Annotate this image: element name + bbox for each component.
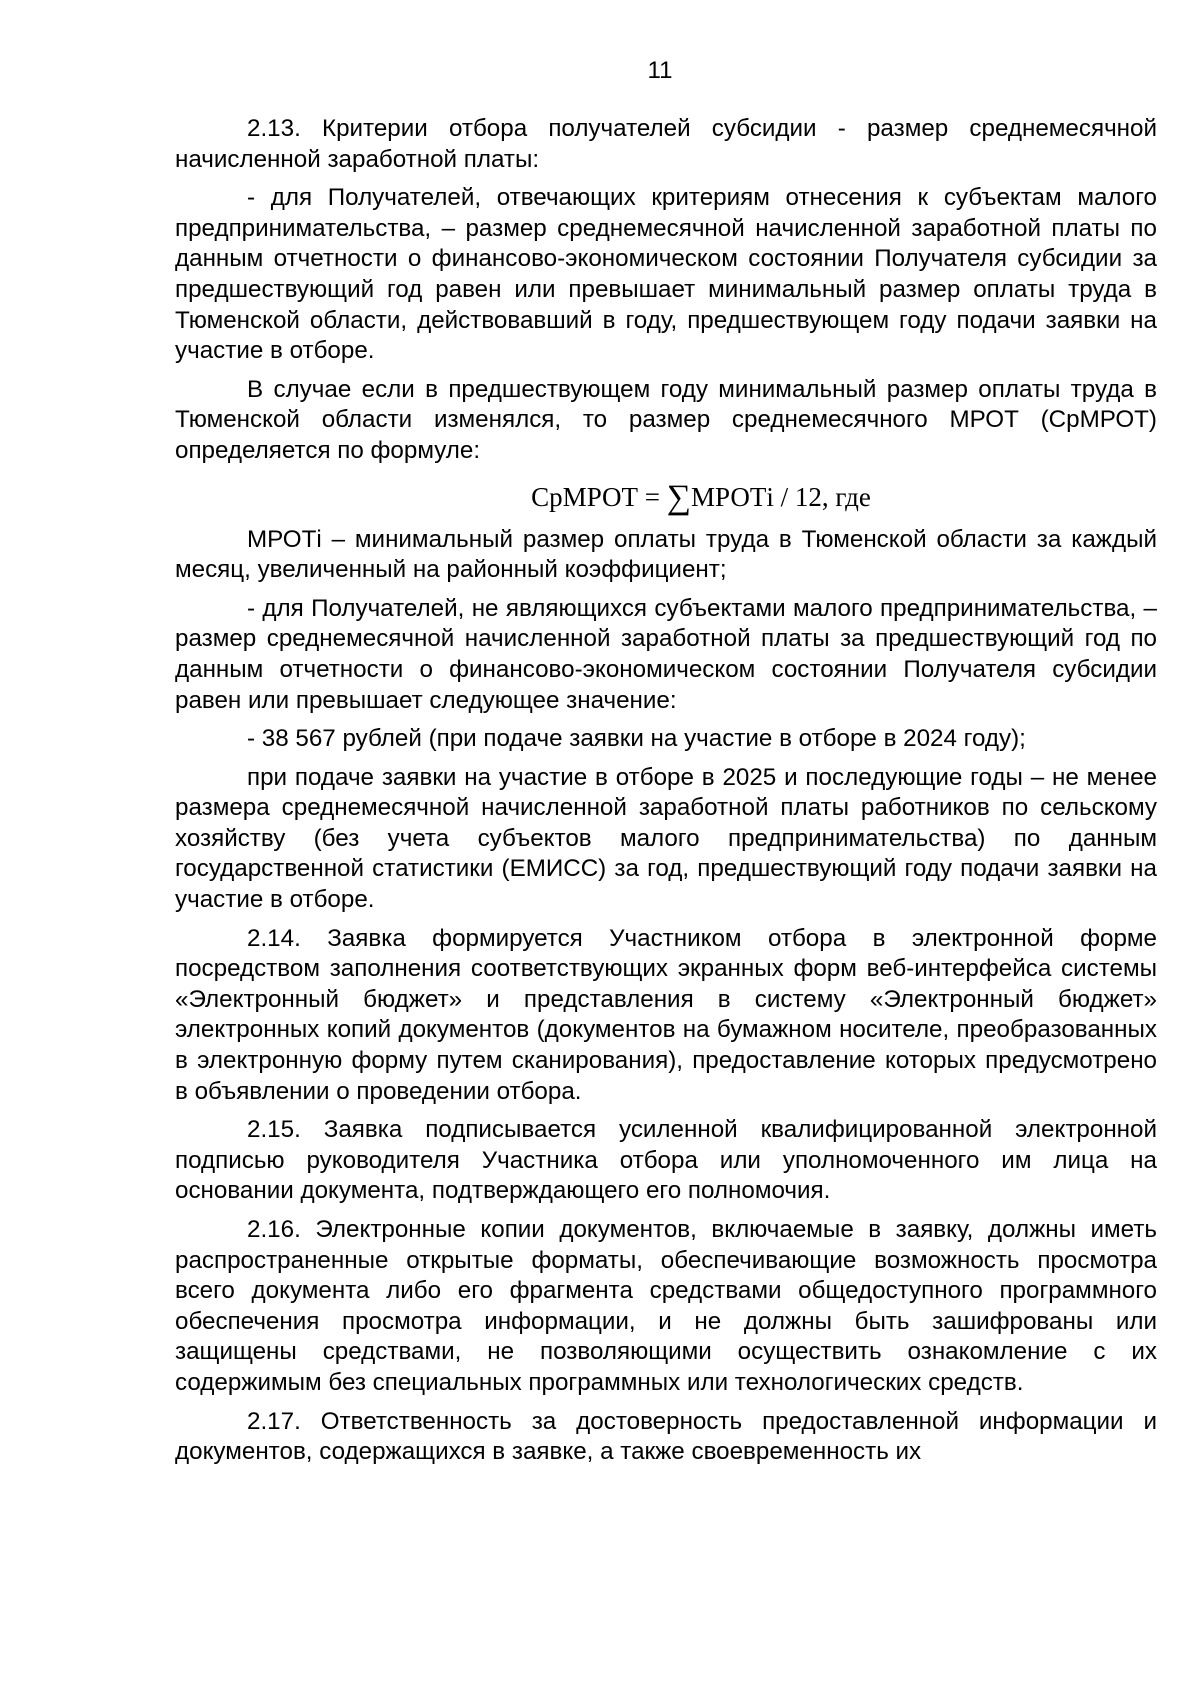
paragraph-mrot-change: В случае если в предшествующем году минимальный размер оплаты труда в Тюменской области изменялся, то размер среднемесячного МРОТ (СрМРОТ) определяется по формуле: bbox=[175, 375, 1157, 464]
formula-suffix: где bbox=[835, 481, 871, 512]
paragraph-2-17: 2.17. Ответственность за достоверность предоставленной информации и документов, содержащихся в заявке, а также своевременность их bbox=[175, 1407, 1157, 1466]
paragraph-2-13: 2.13. Критерии отбора получателей субсидии - размер среднемесячной начисленной заработной платы: bbox=[175, 115, 1157, 173]
paragraph-mroti-definition: МРОТi – минимальный размер оплаты труда в Тюменской области за каждый месяц, увеличенный на районный коэффициент; bbox=[175, 525, 1157, 584]
paragraph-2-14: 2.14. Заявка формируется Участником отбора в электронной форме посредством заполнения соответствующих экранных форм веб-интерфейса системы «Электронный бюджет» и представления в систему «Электронный бюджет» электронных копий документов (документов на бумажном носителе, преобразованных в электронную форму путем сканирования), предоставление которых предусмотрено в объявлении о проведении отбора. bbox=[175, 924, 1157, 1105]
formula-equals: = bbox=[644, 481, 661, 512]
formula bbox=[175, 475, 1157, 519]
paragraph-small-business-criteria: - для Получателей, отвечающих критериям отнесения к субъектам малого предпринимательства, – размер среднемесячной начисленной заработной платы по данным отчетности о финансово-экономическом состоянии Получателя субсидии за предшествующий год равен или превышает минимальный размер оплаты труда в Тюменской области, действовавший в году, предшествующем году подачи заявки на участие в отборе. bbox=[175, 184, 1157, 365]
paragraph-2024-amount: - 38 567 рублей (при подаче заявки на участие в отборе в 2024 году); bbox=[247, 725, 1026, 753]
paragraph-2025-onwards: при подаче заявки на участие в отборе в 2025 и последующие годы – не менее размера среднемесячной начисленной заработной платы работников по сельскому хозяйству (без учета субъектов малого предпринимательства) по данным государственной статистики (ЕМИСС) за год, предшествующий году подачи заявки на участие в отборе. bbox=[175, 763, 1157, 914]
formula-right: МРОТi / 12, bbox=[691, 481, 829, 512]
formula-left: СрМРОТ bbox=[531, 481, 639, 512]
page-number: 11 bbox=[647, 57, 673, 84]
paragraph-2-16: 2.16. Электронные копии документов, включаемые в заявку, должны иметь распространенные открытые форматы, обеспечивающие возможность просмотра всего документа либо его фрагмента средствами общедоступного программного обеспечения просмотра информации, и не должны быть зашифрованы или защищены средствами, не позволяющими осуществить ознакомление с их содержимым без специальных программных или технологических средств. bbox=[175, 1216, 1157, 1396]
paragraph-2-15: 2.15. Заявка подписывается усиленной квалифицированной электронной подписью руководителя Участника отбора или уполномоченного им лица на основании документа, подтверждающего его полномочия. bbox=[175, 1116, 1157, 1205]
formula-sigma: ∑ bbox=[666, 478, 692, 516]
paragraph-non-small-business-criteria: - для Получателей, не являющихся субъектами малого предпринимательства, – размер среднемесячной начисленной заработной платы за предшествующий год по данным отчетности о финансово-экономическом состоянии Получателя субсидии равен или превышает следующее значение: bbox=[175, 594, 1157, 714]
document-body bbox=[175, 114, 1157, 1476]
